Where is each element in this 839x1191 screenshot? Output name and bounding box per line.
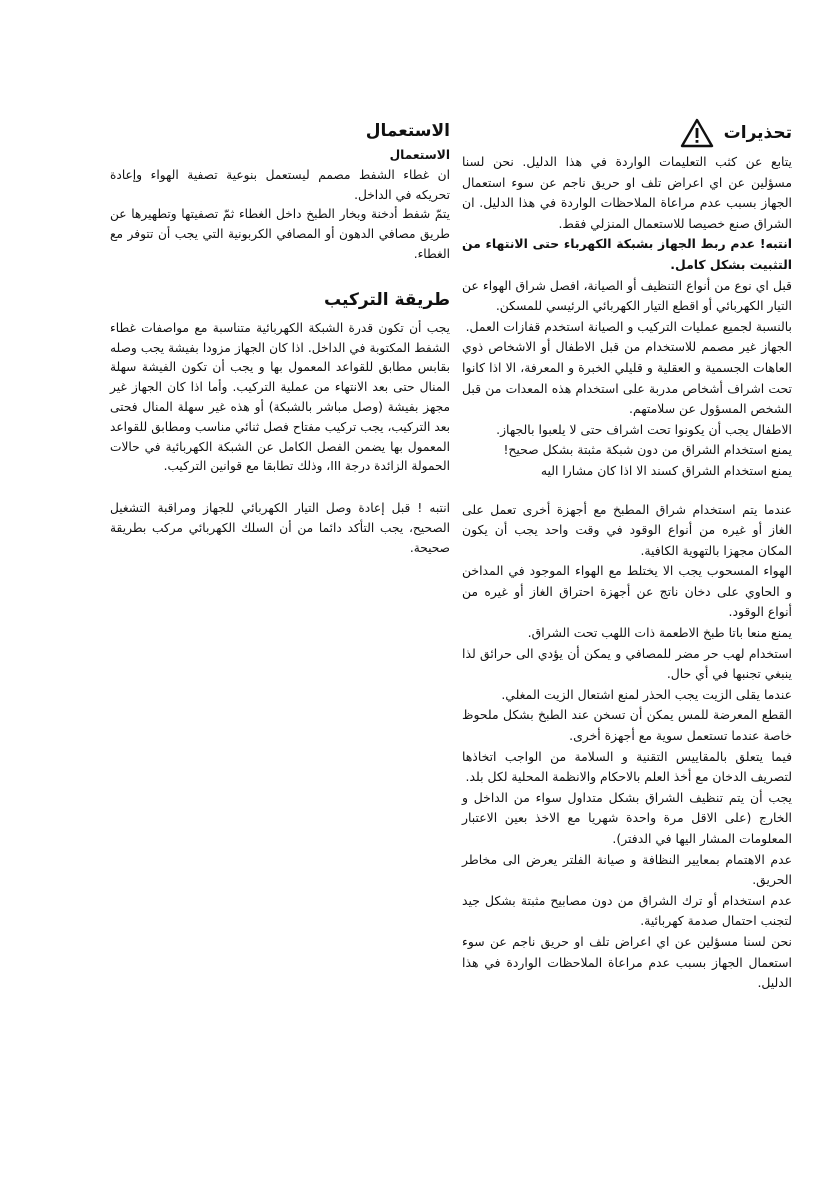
warning-paragraph: القطع المعرضة للمس يمكن أن تسخن عند الطبخ بشكل ملحوظ خاصة عندما تستعمل سوية مع أجهزة أخرى. [462,707,792,744]
usage-paragraph: ان غطاء الشفط مصمم ليستعمل بنوعية تصفية الهواء وإعادة تحريكه في الداخل. [110,167,450,202]
warning-paragraph: عندما يتم استخدام شراق المطبخ مع أجهزة أخرى تعمل على الغاز أو غيره من أنواع الوقود في وقت واحد يجب أن يكون المكان مجهزا بالتهوية الكافية. [462,501,792,558]
installation-paragraph: يجب أن تكون قدرة الشبكة الكهربائية متناسبة مع مواصفات غطاء الشفط المكتوبة في الداخل. اذا كان الجهاز مزودا بفيشة يجب وصله بقابس مطابق للقواعد المعمول بها و يجب أن تكون الفيشة سهلة المنال حتى بعد الانتهاء من عملية التركيب. وأما اذا كان الجهاز غير مجهز بفيشة (وصل مباشر بالشبكة) أو هذه غير سهلة المنال فحتى بعد التركيب، يجب تركيب مفتاح فصل ثنائي مناسب ومطابق للقواعد المعمول بها يضمن الفصل الكامل عن الشبكة الكهربائية في حالات الحمولة الزائدة درجة III، وذلك تطابقا مع قوانين التركيب. [110,320,450,474]
warning-paragraph: فيما يتعلق بالمقاييس التقنية و السلامة من الواجب اتخاذها لتصريف الدخان مع أخذ العلم بالاحكام والانظمة المحلية لكل بلد. [462,748,792,785]
warnings-section [462,118,792,994]
usage-installation-section [110,118,450,559]
warnings-header [462,118,792,148]
warnings-list [462,152,792,994]
installation-title: طريقة التركيب [324,289,450,310]
warning-paragraph: يمنع استخدام الشراق من دون شبكة مثبتة بشكل صحيح! [503,442,792,458]
warning-paragraph: يمنع منعا باتا طبخ الاطعمة ذات اللهب تحت الشراق. [527,625,792,641]
warning-paragraph: عدم الاهتمام بمعايير النظافة و صيانة الفلتر يعرض الى مخاطر الحريق. [462,851,792,888]
warning-paragraph: الجهاز غير مصمم للاستخدام من قبل الاطفال أو الاشخاص ذوي العاهات الجسمية و العقلية و قليلي الخبرة و المعرفة، الا اذا كانوا تحت اشراف أشخاص مدربة على استخدام هذه المعدات من قبل الشخص المسؤول عن سلامتهم. [462,339,792,417]
notice-paragraph: انتبه ! قبل إعادة وصل التيار الكهربائي للجهاز ومراقبة التشغيل الصحيح، يجب التأكد دائما من أن السلك الكهربائي مركب بطريقة صحيحة. [110,501,450,555]
warning-triangle-icon [680,118,714,148]
usage-subtitle: الاستعمال [389,148,450,162]
warning-paragraph: يجب أن يتم تنظيف الشراق بشكل متداول سواء من الداخل و الخارج (على الاقل مرة واحدة شهريا مع الاخذ بعين الاعتبار المعلومات المشار اليها في الدفتر). [462,789,792,846]
warnings-title: تحذيرات [723,123,792,143]
warning-paragraph: بالنسبة لجميع عمليات التركيب و الصيانة استخدم قفازات العمل. [465,318,792,334]
warning-paragraph: الاطفال يجب أن يكونوا تحت اشراف حتى لا يلعبوا بالجهاز. [496,421,792,437]
warning-paragraph: يتابع عن كثب التعليمات الواردة في هذا الدليل. نحن لسنا مسؤلين عن اي اعراض تلف او حريق ناجم عن سوء استعمال الجهاز بسبب عدم مراعاة الملاحظات الواردة في هذا الدليل. ان الشراق صنع خصيصا للاستعمال المنزلي فقط. [462,154,792,231]
warning-paragraph: الهواء المسحوب يجب الا يختلط مع الهواء الموجود في المداخن و الحاوي على دخان ناتج عن أجهزة احتراق الغاز أو غيره من أنواع الوقود. [462,563,792,620]
warning-paragraph: انتبه! عدم ربط الجهاز بشبكة الكهرباء حتى الانتهاء من التثبيت بشكل كامل. [462,236,792,272]
warning-paragraph: يمنع استخدام الشراق كسند الا اذا كان مشارا اليه [540,462,792,478]
usage-title: الاستعمال [365,121,450,141]
warning-paragraph: عدم استخدام أو ترك الشراق من دون مصابيح مثبتة بشكل جيد لتجنب احتمال صدمة كهربائية. [462,892,792,929]
usage-paragraph: يتمّ شفط أدخنة وبخار الطبخ داخل الغطاء ثمّ تصفيتها وتطهيرها عن طريق مصافي الدهون أو المصافي الكربونية التي يجب أن تتوفر مع الغطاء. [110,207,450,261]
warning-paragraph: نحن لسنا مسؤلين عن اي اعراض تلف او حريق ناجم عن سوء استعمال الجهاز بسبب عدم مراعاة الملاحظات الواردة في هذا الدليل. [462,933,792,991]
warning-paragraph: قبل اي نوع من أنواع التنظيف أو الصيانة، افصل شراق الهواء عن التيار الكهربائي أو اقطع التيار الكهربائي الرئيسي للمسكن. [462,277,792,314]
warning-paragraph: عندما يقلى الزيت يجب الحذر لمنع اشتعال الزيت المغلي. [501,686,792,702]
warning-paragraph: استخدام لهب حر مضر للمصافي و يمكن أن يؤدي الى حرائق لذا ينبغي تجنبها في أي حال. [462,645,792,682]
